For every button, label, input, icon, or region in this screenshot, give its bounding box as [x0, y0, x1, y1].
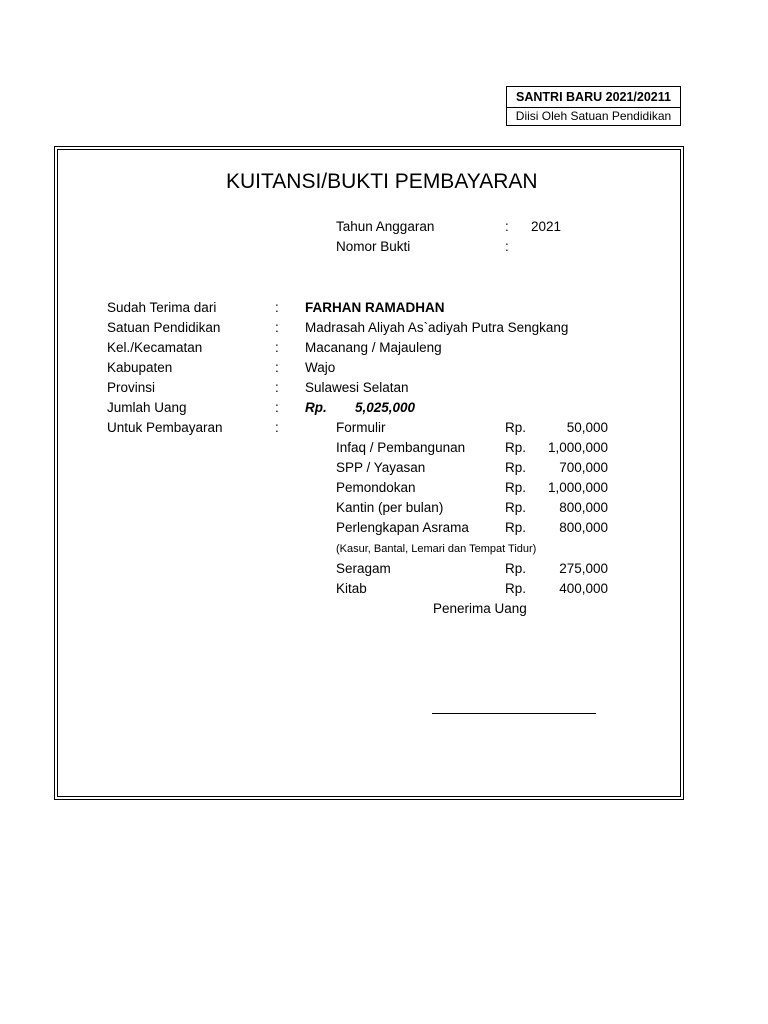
asrama-note: (Kasur, Bantal, Lemari dan Tempat Tidur) — [336, 543, 537, 555]
untuk-pembayaran-label: Untuk Pembayaran — [107, 420, 223, 435]
payment-item-amount: 275,000 — [559, 561, 608, 576]
payment-item-currency: Rp. — [505, 440, 527, 455]
payment-item-amount: 1,000,000 — [547, 440, 608, 455]
payment-item-amount: 50,000 — [566, 420, 608, 435]
field-colon: : — [275, 300, 279, 315]
nomor-bukti-colon: : — [505, 239, 509, 254]
payment-item-name: Kantin (per bulan) — [336, 500, 444, 515]
payment-item-amount: 1,000,000 — [547, 480, 608, 495]
field-label: Provinsi — [107, 380, 156, 395]
payment-item-currency: Rp. — [505, 480, 527, 495]
payment-item-currency: Rp. — [505, 500, 527, 515]
form-tag-title: SANTRI BARU 2021/20211 — [507, 87, 680, 108]
field-colon: : — [275, 360, 279, 375]
payment-item-name: Formulir — [336, 420, 386, 435]
tahun-anggaran-label: Tahun Anggaran — [336, 219, 435, 234]
payment-item-name: Perlengkapan Asrama — [336, 520, 469, 535]
field-colon: : — [275, 320, 279, 335]
payment-item-name: Pemondokan — [336, 480, 416, 495]
penerima-uang-label: Penerima Uang — [433, 601, 527, 616]
field-value: Macanang / Majauleng — [305, 340, 442, 355]
field-label: Kel./Kecamatan — [107, 340, 203, 355]
payment-item-currency: Rp. — [505, 561, 527, 576]
jumlah-uang-currency: Rp. — [305, 400, 327, 415]
payment-item-amount: 800,000 — [559, 500, 608, 515]
field-label: Satuan Pendidikan — [107, 320, 221, 335]
field-colon: : — [275, 380, 279, 395]
tahun-anggaran-colon: : — [505, 219, 509, 234]
payment-item-name: Seragam — [336, 561, 391, 576]
payment-item-amount: 800,000 — [559, 520, 608, 535]
receipt-title: KUITANSI/BUKTI PEMBAYARAN — [226, 170, 538, 193]
payment-item-amount: 400,000 — [559, 581, 608, 596]
form-tag-subtitle: Diisi Oleh Satuan Pendidikan — [515, 109, 672, 123]
nomor-bukti-label: Nomor Bukti — [336, 239, 411, 254]
payment-item-name: Infaq / Pembangunan — [336, 440, 466, 455]
field-value: Sulawesi Selatan — [305, 380, 409, 395]
jumlah-uang-label: Jumlah Uang — [107, 400, 187, 415]
payment-item-currency: Rp. — [505, 581, 527, 596]
payment-item-currency: Rp. — [505, 520, 527, 535]
payment-item-name: Kitab — [336, 581, 367, 596]
field-label: Kabupaten — [107, 360, 173, 375]
payment-item-amount: 700,000 — [559, 460, 608, 475]
jumlah-uang-amount: 5,025,000 — [355, 400, 416, 415]
signature-line — [432, 713, 596, 714]
field-value: Wajo — [305, 360, 336, 375]
payment-item-currency: Rp. — [505, 460, 527, 475]
field-label: Sudah Terima dari — [107, 300, 217, 315]
field-value: Madrasah Aliyah As`adiyah Putra Sengkang — [305, 320, 569, 335]
payer-name: FARHAN RAMADHAN — [305, 300, 445, 315]
field-colon: : — [275, 340, 279, 355]
payment-item-name: SPP / Yayasan — [336, 460, 426, 475]
form-tag-box — [506, 86, 681, 126]
payment-item-currency: Rp. — [505, 420, 527, 435]
untuk-pembayaran-colon: : — [275, 420, 279, 435]
jumlah-uang-colon: : — [275, 400, 279, 415]
tahun-anggaran-value: 2021 — [531, 219, 562, 234]
